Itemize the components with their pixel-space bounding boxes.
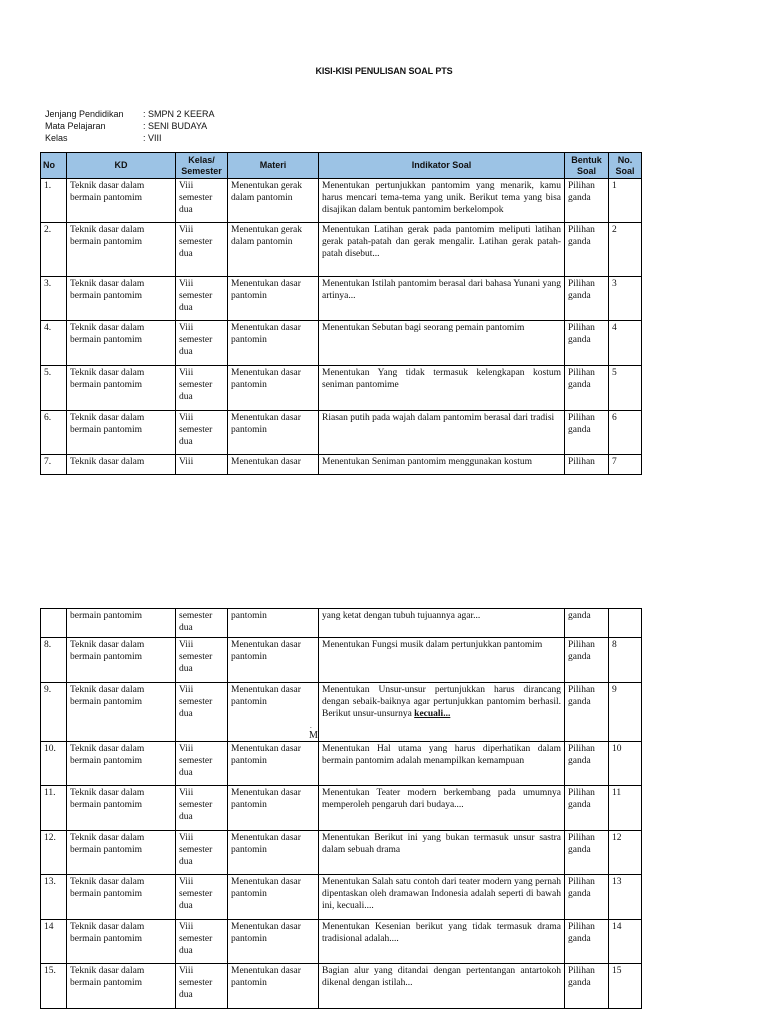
table-row	[41, 638, 642, 683]
cell-kd: Teknik dasar dalam bermain pantomim	[67, 964, 176, 1009]
cell-materi: Menentukan dasar pantomin	[228, 321, 319, 366]
cell-bentuk: Pilihan ganda	[565, 321, 609, 366]
info-row-jenjang	[45, 108, 215, 120]
table-row	[41, 786, 642, 831]
header-materi: Materi	[228, 153, 319, 179]
header-kelas: Kelas/ Semester	[176, 153, 228, 179]
cell-kelas: Viii	[176, 455, 228, 475]
cell-no: 1.	[41, 179, 67, 223]
cell-materi: Menentukan dasar pantomin	[228, 683, 319, 742]
cell-indikator: Menentukan Istilah pantomim berasal dari bahasa Yunani yang artinya...	[319, 277, 565, 321]
stray-dot: .	[310, 722, 312, 730]
table-row	[41, 920, 642, 964]
cell-materi: pantomin	[228, 609, 319, 638]
cell-indikator: Bagian alur yang ditandai dengan pertentangan antartokoh dikenal dengan istilah...	[319, 964, 565, 1009]
cell-nosoal: 3	[609, 277, 642, 321]
cell-kelas: Viii semester dua	[176, 831, 228, 875]
kisi-kisi-table-page-1	[40, 152, 642, 475]
cell-materi: Menentukan dasar pantomin	[228, 638, 319, 683]
cell-no: 14	[41, 920, 67, 964]
cell-nosoal: 10	[609, 742, 642, 786]
cell-kelas: Viii semester dua	[176, 920, 228, 964]
cell-materi: Menentukan dasar pantomin	[228, 875, 319, 920]
cell-indikator: Riasan putih pada wajah dalam pantomim berasal dari tradisi	[319, 411, 565, 455]
cell-kelas: Viii semester dua	[176, 875, 228, 920]
cell-no: 3.	[41, 277, 67, 321]
cell-kelas: Viii semester dua	[176, 179, 228, 223]
cell-materi: Menentukan dasar pantomin	[228, 411, 319, 455]
cell-indikator: Menentukan Hal utama yang harus diperhatikan dalam bermain pantomim adalah menampilkan kemampuan	[319, 742, 565, 786]
cell-materi: Menentukan dasar pantomin	[228, 964, 319, 1009]
table-header-row	[41, 153, 642, 179]
cell-nosoal: 4	[609, 321, 642, 366]
cell-bentuk: Pilihan ganda	[565, 920, 609, 964]
cell-kd: Teknik dasar dalam bermain pantomim	[67, 366, 176, 411]
cell-kelas: Viii semester dua	[176, 964, 228, 1009]
cell-nosoal: 13	[609, 875, 642, 920]
table-row	[41, 277, 642, 321]
cell-indikator: Menentukan Berikut ini yang bukan termasuk unsur sastra dalam sebuah drama	[319, 831, 565, 875]
cell-indikator	[319, 683, 565, 742]
cell-materi: Menentukan dasar	[228, 455, 319, 475]
cell-kd: Teknik dasar dalam	[67, 455, 176, 475]
cell-kelas: Viii semester dua	[176, 683, 228, 742]
cell-materi: Menentukan dasar pantomin	[228, 920, 319, 964]
cell-bentuk: Pilihan ganda	[565, 875, 609, 920]
cell-materi: Menentukan dasar pantomin	[228, 366, 319, 411]
cell-bentuk: ganda	[565, 609, 609, 638]
cell-bentuk: Pilihan ganda	[565, 277, 609, 321]
cell-no: 7.	[41, 455, 67, 475]
cell-materi: Menentukan dasar pantomin	[228, 277, 319, 321]
cell-bentuk: Pilihan ganda	[565, 638, 609, 683]
cell-nosoal: 11	[609, 786, 642, 831]
cell-no: 13.	[41, 875, 67, 920]
table-row	[41, 411, 642, 455]
cell-kelas: Viii semester dua	[176, 321, 228, 366]
cell-kelas: Viii semester dua	[176, 638, 228, 683]
cell-materi: Menentukan gerak dalam pantomin	[228, 179, 319, 223]
cell-bentuk: Pilihan ganda	[565, 786, 609, 831]
cell-no: 6.	[41, 411, 67, 455]
header-no: No	[41, 153, 67, 179]
table-row	[41, 223, 642, 277]
cell-kd: Teknik dasar dalam bermain pantomim	[67, 179, 176, 223]
table-row	[41, 742, 642, 786]
cell-kd: Teknik dasar dalam bermain pantomim	[67, 786, 176, 831]
cell-nosoal: 14	[609, 920, 642, 964]
cell-no: 5.	[41, 366, 67, 411]
header-nosoal: No. Soal	[609, 153, 642, 179]
table-row	[41, 831, 642, 875]
info-value: : SENI BUDAYA	[143, 121, 208, 131]
cell-indikator: Menentukan Yang tidak termasuk kelengkapan kostum seniman pantomime	[319, 366, 565, 411]
table-row	[41, 455, 642, 475]
table-row	[41, 609, 642, 638]
cell-indikator: Menentukan Kesenian berikut yang tidak termasuk drama tradisional adalah....	[319, 920, 565, 964]
cell-indikator: Menentukan Sebutan bagi seorang pemain pantomim	[319, 321, 565, 366]
table-row	[41, 875, 642, 920]
cell-nosoal: 2	[609, 223, 642, 277]
cell-bentuk: Pilihan ganda	[565, 223, 609, 277]
cell-bentuk: Pilihan ganda	[565, 366, 609, 411]
cell-nosoal: 12	[609, 831, 642, 875]
cell-bentuk: Pilihan ganda	[565, 964, 609, 1009]
cell-bentuk: Pilihan ganda	[565, 683, 609, 742]
cell-kelas: Viii semester dua	[176, 786, 228, 831]
cell-indikator: yang ketat dengan tubuh tujuannya agar...	[319, 609, 565, 638]
cell-kd: bermain pantomim	[67, 609, 176, 638]
cell-nosoal: 1	[609, 179, 642, 223]
cell-nosoal	[609, 609, 642, 638]
table-row	[41, 366, 642, 411]
info-label: Mata Pelajaran	[45, 121, 106, 131]
cell-bentuk: Pilihan	[565, 455, 609, 475]
cell-bentuk: Pilihan ganda	[565, 179, 609, 223]
table-row	[41, 964, 642, 1009]
cell-kd: Teknik dasar dalam bermain pantomim	[67, 920, 176, 964]
cell-bentuk: Pilihan ganda	[565, 831, 609, 875]
cell-no: 11.	[41, 786, 67, 831]
cell-kd: Teknik dasar dalam bermain pantomim	[67, 321, 176, 366]
document-info	[45, 108, 215, 144]
header-kd: KD	[67, 153, 176, 179]
cell-kelas: semester dua	[176, 609, 228, 638]
cell-kelas: Viii semester dua	[176, 223, 228, 277]
cell-kd: Teknik dasar dalam bermain pantomim	[67, 683, 176, 742]
cell-bentuk: Pilihan ganda	[565, 411, 609, 455]
cell-no: 10.	[41, 742, 67, 786]
cell-kd: Teknik dasar dalam bermain pantomim	[67, 411, 176, 455]
cell-no: 8.	[41, 638, 67, 683]
info-row-mapel	[45, 120, 215, 132]
stray-mark: M	[309, 730, 318, 741]
cell-nosoal: 7	[609, 455, 642, 475]
cell-nosoal: 15	[609, 964, 642, 1009]
cell-nosoal: 8	[609, 638, 642, 683]
cell-kelas: Viii semester dua	[176, 742, 228, 786]
cell-nosoal: 9	[609, 683, 642, 742]
cell-indikator: Menentukan Salah satu contoh dari teater modern yang pernah dipentaskan oleh dramawan Indonesia adalah seperti di bawah ini, kecuali....	[319, 875, 565, 920]
table-row	[41, 179, 642, 223]
cell-no	[41, 609, 67, 638]
cell-indikator: Menentukan Seniman pantomim menggunakan kostum	[319, 455, 565, 475]
document-title: KISI-KISI PENULISAN SOAL PTS	[315, 66, 453, 76]
cell-kd: Teknik dasar dalam bermain pantomim	[67, 875, 176, 920]
cell-indikator: Menentukan Fungsi musik dalam pertunjukkan pantomim	[319, 638, 565, 683]
cell-kd: Teknik dasar dalam bermain pantomim	[67, 831, 176, 875]
table-row	[41, 683, 642, 742]
cell-materi: Menentukan dasar pantomin	[228, 786, 319, 831]
cell-materi: Menentukan dasar pantomin	[228, 831, 319, 875]
indikator-text: Menentukan Unsur-unsur pertunjukkan harus dirancang dengan sebaik-baiknya agar pertunjukkan pantomim berhasil. Berikut unsur-unsurnya	[322, 685, 561, 719]
cell-kelas: Viii semester dua	[176, 411, 228, 455]
cell-materi: Menentukan dasar pantomin	[228, 742, 319, 786]
cell-kelas: Viii semester dua	[176, 277, 228, 321]
cell-kd: Teknik dasar dalam bermain pantomim	[67, 742, 176, 786]
info-value: : SMPN 2 KEERA	[143, 109, 215, 119]
cell-nosoal: 6	[609, 411, 642, 455]
cell-kelas: Viii semester dua	[176, 366, 228, 411]
info-label: Jenjang Pendidikan	[45, 109, 124, 119]
indikator-emphasis: kecuali...	[414, 709, 451, 719]
cell-kd: Teknik dasar dalam bermain pantomim	[67, 277, 176, 321]
cell-kd: Teknik dasar dalam bermain pantomim	[67, 638, 176, 683]
cell-kd: Teknik dasar dalam bermain pantomim	[67, 223, 176, 277]
header-indikator: Indikator Soal	[319, 153, 565, 179]
cell-no: 9.	[41, 683, 67, 742]
info-row-kelas	[45, 132, 215, 144]
cell-no: 2.	[41, 223, 67, 277]
cell-bentuk: Pilihan ganda	[565, 742, 609, 786]
cell-no: 4.	[41, 321, 67, 366]
info-value: : VIII	[143, 133, 162, 143]
table-row	[41, 321, 642, 366]
cell-nosoal: 5	[609, 366, 642, 411]
cell-indikator: Menentukan Teater modern berkembang pada umumnya memperoleh pengaruh dari budaya....	[319, 786, 565, 831]
kisi-kisi-table-page-2	[40, 608, 642, 1009]
cell-no: 12.	[41, 831, 67, 875]
cell-indikator: Menentukan Latihan gerak pada pantomim meliputi latihan gerak patah-patah dan gerak mengalir. Latihan gerak patah-patah disebut...	[319, 223, 565, 277]
info-label: Kelas	[45, 133, 68, 143]
cell-indikator: Menentukan pertunjukkan pantomim yang menarik, kamu harus mencari tema-tema yang unik. Berikut tema yang bisa disajikan dalam bentuk pantomim berkelompok	[319, 179, 565, 223]
header-bentuk: Bentuk Soal	[565, 153, 609, 179]
cell-no: 15.	[41, 964, 67, 1009]
cell-materi: Menentukan gerak dalam pantomin	[228, 223, 319, 277]
